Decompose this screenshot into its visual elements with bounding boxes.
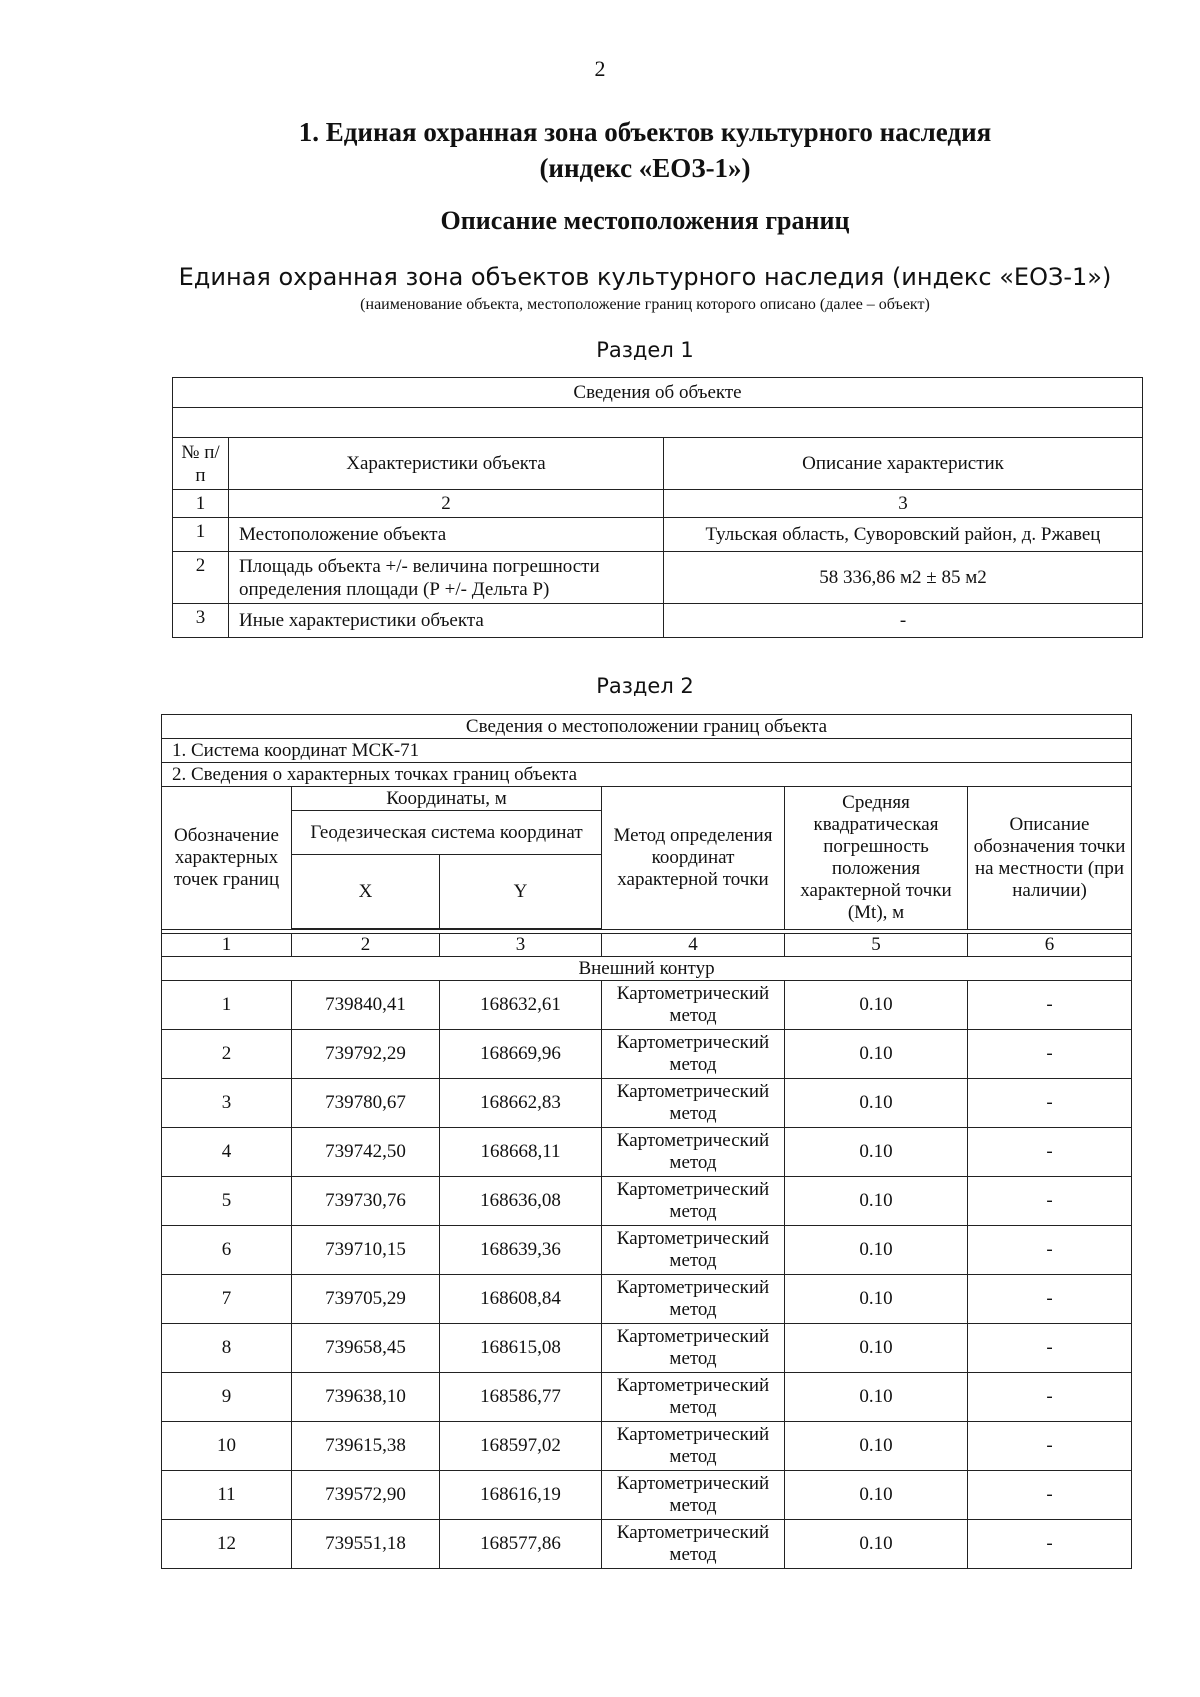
- row-characteristic: Площадь объекта +/- величина погрешности определения площади (Р +/- Дельта Р): [229, 552, 664, 604]
- point-designation: 3: [162, 1079, 292, 1128]
- table-row: [173, 552, 1143, 604]
- table-row: [162, 1324, 1132, 1373]
- table-row: [162, 1079, 1132, 1128]
- point-designation: 5: [162, 1177, 292, 1226]
- point-error: 0.10: [785, 1324, 968, 1373]
- table-row: [173, 604, 1143, 638]
- document-subtitle: Описание местоположения границ: [440, 206, 850, 235]
- page-number: 2: [594, 56, 606, 81]
- point-method: Картометрический метод: [602, 1471, 785, 1520]
- point-method: Картометрический метод: [602, 1079, 785, 1128]
- table-row: [162, 981, 1132, 1030]
- point-y: 168577,86: [440, 1520, 602, 1569]
- column-number: 1: [162, 934, 292, 957]
- point-description: -: [968, 1471, 1132, 1520]
- table-row: [162, 1373, 1132, 1422]
- table-row: [162, 1177, 1132, 1226]
- point-designation: 11: [162, 1471, 292, 1520]
- column-number: 2: [292, 934, 440, 957]
- header-error: Средняя квадратическая погрешность положения характерной точки (Mt), м: [785, 787, 968, 930]
- column-number: 6: [968, 934, 1132, 957]
- contour-label: Внешний контур: [162, 957, 1132, 981]
- point-method: Картометрический метод: [602, 981, 785, 1030]
- row-characteristic: Местоположение объекта: [229, 518, 664, 552]
- point-x: 739792,29: [292, 1030, 440, 1079]
- point-description: -: [968, 1422, 1132, 1471]
- point-description: -: [968, 1030, 1132, 1079]
- point-x: 739551,18: [292, 1520, 440, 1569]
- row-number: 3: [173, 604, 229, 638]
- row-value: Тульская область, Суворовский район, д. Ржавец: [664, 518, 1143, 552]
- object-name: Единая охранная зона объектов культурного наследия (индекс «ЕОЗ-1»): [178, 263, 1112, 291]
- row-value: -: [664, 604, 1143, 638]
- points-title: 2. Сведения о характерных точках границ объекта: [162, 763, 1132, 787]
- point-designation: 7: [162, 1275, 292, 1324]
- point-designation: 8: [162, 1324, 292, 1373]
- object-info-table: [172, 377, 1143, 638]
- point-y: 168608,84: [440, 1275, 602, 1324]
- point-method: Картометрический метод: [602, 1128, 785, 1177]
- point-description: -: [968, 1373, 1132, 1422]
- table-row: [162, 1422, 1132, 1471]
- point-error: 0.10: [785, 1471, 968, 1520]
- point-method: Картометрический метод: [602, 1324, 785, 1373]
- header-description: Описание обозначения точки на местности (при наличии): [968, 787, 1132, 930]
- column-number: 1: [173, 490, 229, 518]
- point-designation: 1: [162, 981, 292, 1030]
- empty-row: [173, 408, 1143, 438]
- table-row: [173, 518, 1143, 552]
- point-y: 168616,19: [440, 1471, 602, 1520]
- coordinate-system: 1. Система координат МСК-71: [162, 739, 1132, 763]
- header-y: Y: [440, 855, 602, 929]
- table-row: [162, 1275, 1132, 1324]
- point-method: Картометрический метод: [602, 1422, 785, 1471]
- point-description: -: [968, 1520, 1132, 1569]
- row-value: 58 336,86 м2 ± 85 м2: [664, 552, 1143, 604]
- point-designation: 6: [162, 1226, 292, 1275]
- point-method: Картометрический метод: [602, 1520, 785, 1569]
- point-x: 739658,45: [292, 1324, 440, 1373]
- row-number: 1: [173, 518, 229, 552]
- point-error: 0.10: [785, 1422, 968, 1471]
- point-method: Картометрический метод: [602, 1030, 785, 1079]
- boundary-points-table: [161, 714, 1132, 1569]
- point-error: 0.10: [785, 1079, 968, 1128]
- title-line-1: 1. Единая охранная зона объектов культурного наследия: [298, 117, 992, 147]
- point-y: 168668,11: [440, 1128, 602, 1177]
- point-x: 739710,15: [292, 1226, 440, 1275]
- point-method: Картометрический метод: [602, 1177, 785, 1226]
- object-caption: (наименование объекта, местоположение границ которого описано (далее – объект): [360, 296, 930, 313]
- point-y: 168586,77: [440, 1373, 602, 1422]
- point-error: 0.10: [785, 1275, 968, 1324]
- point-description: -: [968, 1079, 1132, 1128]
- point-designation: 4: [162, 1128, 292, 1177]
- point-error: 0.10: [785, 1128, 968, 1177]
- table-row: [162, 1030, 1132, 1079]
- header-designation: Обозначение характерных точек границ: [162, 787, 292, 930]
- title-line-2: (индекс «ЕОЗ-1»): [539, 153, 751, 183]
- header-characteristics: Характеристики объекта: [229, 438, 664, 490]
- point-description: -: [968, 1226, 1132, 1275]
- point-y: 168597,02: [440, 1422, 602, 1471]
- point-designation: 12: [162, 1520, 292, 1569]
- point-error: 0.10: [785, 1030, 968, 1079]
- table-row: [162, 1226, 1132, 1275]
- point-description: -: [968, 1275, 1132, 1324]
- point-x: 739615,38: [292, 1422, 440, 1471]
- point-method: Картометрический метод: [602, 1226, 785, 1275]
- point-y: 168615,08: [440, 1324, 602, 1373]
- point-method: Картометрический метод: [602, 1275, 785, 1324]
- point-error: 0.10: [785, 1373, 968, 1422]
- row-characteristic: Иные характеристики объекта: [229, 604, 664, 638]
- header-geodetic-system: Геодезическая система координат: [292, 811, 602, 855]
- point-description: -: [968, 981, 1132, 1030]
- point-x: 739638,10: [292, 1373, 440, 1422]
- column-number: 5: [785, 934, 968, 957]
- point-error: 0.10: [785, 1226, 968, 1275]
- column-number: 3: [440, 934, 602, 957]
- point-error: 0.10: [785, 1520, 968, 1569]
- table-row: [162, 1471, 1132, 1520]
- table-row: [162, 1128, 1132, 1177]
- column-number: 2: [229, 490, 664, 518]
- point-x: 739780,67: [292, 1079, 440, 1128]
- point-y: 168632,61: [440, 981, 602, 1030]
- column-number: 4: [602, 934, 785, 957]
- point-error: 0.10: [785, 1177, 968, 1226]
- point-description: -: [968, 1128, 1132, 1177]
- document-title: [0, 114, 1200, 186]
- header-number: № п/п: [173, 438, 229, 490]
- point-designation: 10: [162, 1422, 292, 1471]
- point-error: 0.10: [785, 981, 968, 1030]
- point-x: 739742,50: [292, 1128, 440, 1177]
- row-number: 2: [173, 552, 229, 604]
- point-y: 168662,83: [440, 1079, 602, 1128]
- point-description: -: [968, 1324, 1132, 1373]
- header-method: Метод определения координат характерной точки: [602, 787, 785, 930]
- table-title: Сведения о местоположении границ объекта: [162, 715, 1132, 739]
- point-designation: 9: [162, 1373, 292, 1422]
- point-x: 739730,76: [292, 1177, 440, 1226]
- section-2-heading: Раздел 2: [596, 674, 694, 698]
- table-row: [162, 1520, 1132, 1569]
- header-x: X: [292, 855, 440, 929]
- header-coordinates: Координаты, м: [292, 787, 602, 811]
- section-1-heading: Раздел 1: [596, 338, 694, 362]
- point-x: 739705,29: [292, 1275, 440, 1324]
- point-description: -: [968, 1177, 1132, 1226]
- header-description: Описание характеристик: [664, 438, 1143, 490]
- point-designation: 2: [162, 1030, 292, 1079]
- point-y: 168669,96: [440, 1030, 602, 1079]
- table-title: Сведения об объекте: [173, 378, 1143, 408]
- point-x: 739840,41: [292, 981, 440, 1030]
- point-method: Картометрический метод: [602, 1373, 785, 1422]
- column-number: 3: [664, 490, 1143, 518]
- point-y: 168639,36: [440, 1226, 602, 1275]
- point-x: 739572,90: [292, 1471, 440, 1520]
- point-y: 168636,08: [440, 1177, 602, 1226]
